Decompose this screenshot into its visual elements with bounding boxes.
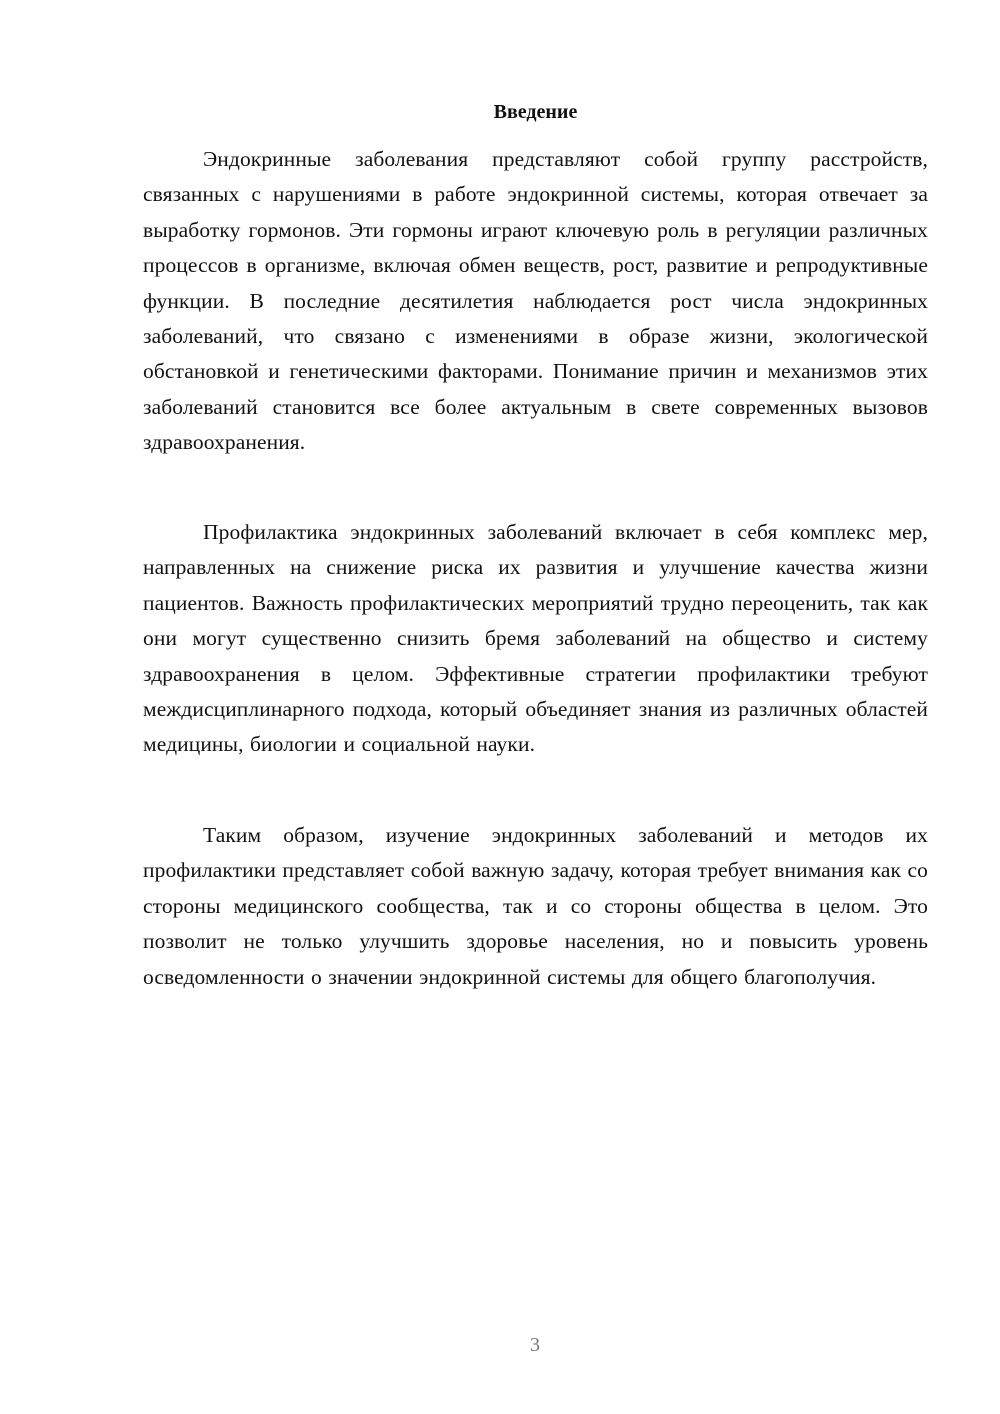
paragraph-2: Профилактика эндокринных заболеваний включает в себя комплекс мер, направленных на снижение риска их развития и улучшение качества жизни пациентов. Важность профилактических мероприятий трудно переоценить, так как они могут существенно снизить бремя заболеваний на общество и систему здравоохранения в целом. Эффективные стратегии профилактики требуют междисциплинарного подхода, который объединяет знания из различных областей медицины, биологии и социальной науки.: [143, 520, 928, 757]
section-heading: Введение: [493, 101, 578, 123]
page-number: 3: [530, 1334, 540, 1356]
paragraph-1: Эндокринные заболевания представляют собой группу расстройств, связанных с нарушениями в работе эндокринной системы, которая отвечает за выработку гормонов. Эти гормоны играют ключевую роль в регуляции различных процессов в организме, включая обмен веществ, рост, развитие и репродуктивные функции. В последние десятилетия наблюдается рост числа эндокринных заболеваний, что связано с изменениями в образе жизни, экологической обстановкой и генетическими факторами. Понимание причин и механизмов этих заболеваний становится все более актуальным в свете современных вызовов здравоохранения.: [143, 147, 928, 455]
paragraph-3: Таким образом, изучение эндокринных заболеваний и методов их профилактики представляет собой важную задачу, которая требует внимания как со стороны медицинского сообщества, так и со стороны общества в целом. Это позволит не только улучшить здоровье населения, но и повысить уровень осведомленности о значении эндокринной системы для общего благополучия.: [143, 823, 928, 989]
